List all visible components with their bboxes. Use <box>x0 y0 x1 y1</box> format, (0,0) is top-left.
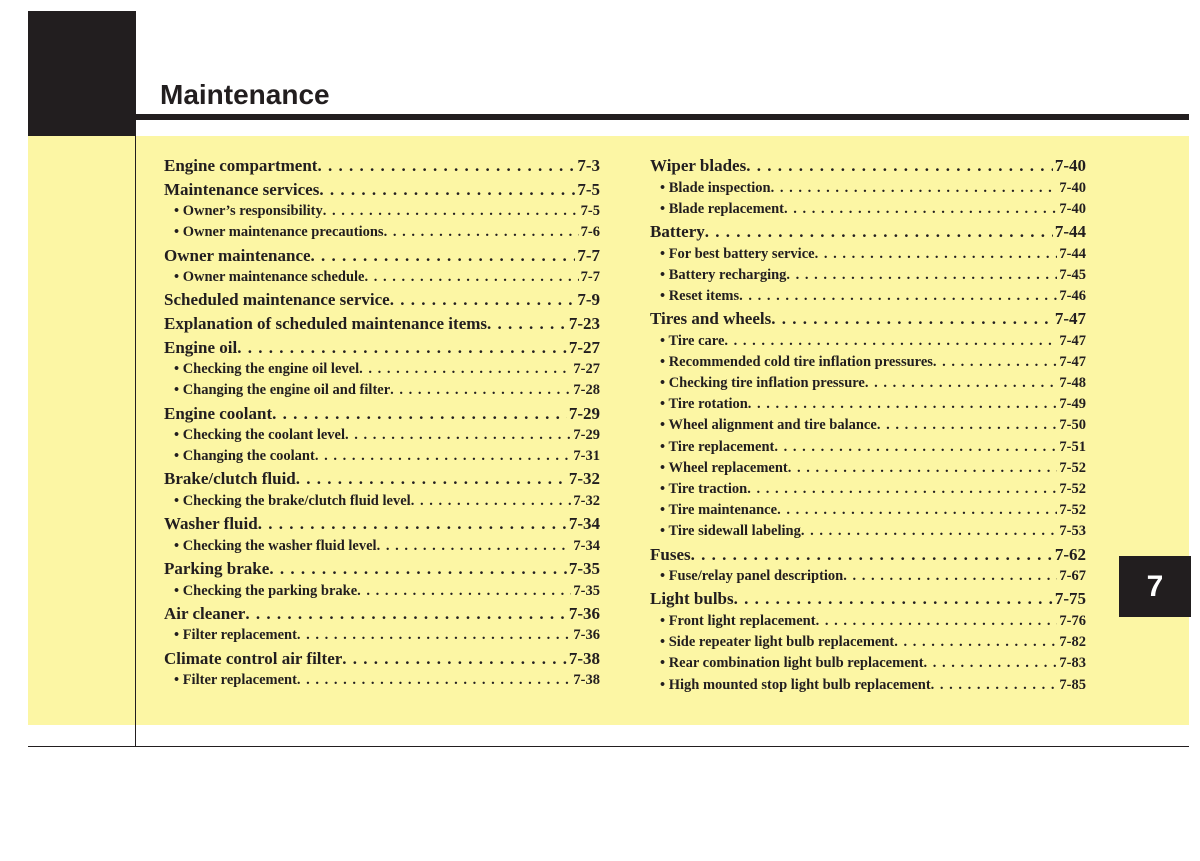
toc-page-number: 7-38 <box>573 672 600 689</box>
toc-page-number: 7-47 <box>1059 332 1086 349</box>
toc-dot-leader <box>931 675 1058 696</box>
margin-line <box>135 136 136 747</box>
toc-section-entry[interactable] <box>164 512 600 536</box>
toc-dot-leader <box>319 178 575 202</box>
toc-entry-label: Washer fluid <box>164 514 258 534</box>
toc-entry-label: • Wheel replacement <box>660 459 788 476</box>
toc-entry-label: • Rear combination light bulb replacement <box>660 655 924 672</box>
toc-dot-leader <box>786 265 1057 286</box>
toc-dot-leader <box>258 512 567 536</box>
toc-page-number: 7-67 <box>1059 568 1086 585</box>
toc-subsection-entry[interactable] <box>650 373 1086 394</box>
toc-entry-label: • Recommended cold tire inflation pressures <box>660 353 933 370</box>
toc-dot-leader <box>816 611 1058 632</box>
toc-page-number: 7-44 <box>1054 221 1086 241</box>
toc-dot-leader <box>345 425 571 446</box>
toc-page-number: 7-49 <box>1059 396 1086 413</box>
bottom-rule <box>28 746 1189 747</box>
toc-entry-label: • Reset items <box>660 287 740 304</box>
toc-section-entry[interactable] <box>164 467 600 491</box>
toc-entry-label: • Tire replacement <box>660 438 775 455</box>
toc-dot-leader <box>245 602 566 626</box>
toc-page-number: 7-83 <box>1059 655 1086 672</box>
toc-page-number: 7-5 <box>577 179 600 199</box>
toc-page-number: 7-35 <box>568 559 600 579</box>
toc-dot-leader <box>315 446 572 467</box>
page-title: Maintenance <box>160 79 330 110</box>
toc-entry-label: • Front light replacement <box>660 612 816 629</box>
toc-subsection-entry[interactable] <box>650 653 1086 674</box>
toc-page-number: 7-3 <box>577 156 600 175</box>
toc-page-number: 7-29 <box>568 403 600 423</box>
toc-page-number: 7-34 <box>573 537 600 554</box>
title-rule <box>136 114 1189 120</box>
toc-page-number: 7-48 <box>1059 375 1086 392</box>
toc-entry-label: • Tire rotation <box>660 396 748 413</box>
toc-dot-leader <box>377 536 572 557</box>
toc-section-entry[interactable] <box>164 647 600 671</box>
toc-page-number: 7-38 <box>568 648 600 668</box>
toc-dot-leader <box>311 244 576 268</box>
toc-entry-label: Scheduled maintenance service <box>164 290 390 310</box>
toc-entry-label: Light bulbs <box>650 589 734 609</box>
toc-dot-leader <box>774 437 1057 458</box>
toc-entry-label: • Changing the engine oil and filter <box>174 382 391 399</box>
toc-page-number: 7-46 <box>1059 287 1086 304</box>
toc-dot-leader <box>747 479 1057 500</box>
toc-subsection-entry[interactable] <box>650 521 1086 542</box>
toc-page-number: 7-23 <box>568 313 600 333</box>
toc-entry-label: • Fuse/relay panel description <box>660 568 844 585</box>
toc-section-entry[interactable] <box>164 557 600 581</box>
toc-subsection-entry[interactable] <box>164 222 600 243</box>
toc-dot-leader <box>815 244 1058 265</box>
toc-subsection-entry[interactable] <box>650 244 1086 265</box>
toc-subsection-entry[interactable] <box>650 199 1086 220</box>
toc-dot-leader <box>705 220 1053 244</box>
toc-page-number: 7-52 <box>1059 481 1086 498</box>
toc-page-number: 7-76 <box>1059 612 1086 629</box>
toc-entry-label: • Filter replacement <box>174 627 297 644</box>
toc-page-number: 7-31 <box>573 448 600 465</box>
toc-subsection-entry[interactable] <box>650 611 1086 632</box>
toc-page-number: 7-62 <box>1054 544 1086 564</box>
toc-page-number: 7-29 <box>573 427 600 444</box>
toc-page-number: 7-9 <box>577 290 600 310</box>
toc-entry-label: • Checking the parking brake <box>174 582 358 599</box>
toc-entry-label: Climate control air filter <box>164 648 343 668</box>
toc-entry-label: Battery <box>650 221 705 241</box>
toc-subsection-entry[interactable] <box>164 581 600 602</box>
toc-dot-leader <box>390 288 576 312</box>
toc-subsection-entry[interactable] <box>650 352 1086 373</box>
toc-entry-label: Tires and wheels <box>650 309 772 329</box>
toc-page-number: 7-47 <box>1059 353 1086 370</box>
toc-page-number: 7-7 <box>577 245 600 265</box>
toc-dot-leader <box>323 201 579 222</box>
toc-entry-label: Engine coolant <box>164 403 273 423</box>
toc-right-column <box>650 154 1086 696</box>
toc-subsection-entry[interactable] <box>650 415 1086 436</box>
toc-entry-label: • Blade inspection <box>660 179 771 196</box>
toc-subsection-entry[interactable] <box>164 425 600 446</box>
toc-dot-leader <box>788 458 1058 479</box>
toc-entry-label: Engine compartment <box>164 156 318 175</box>
toc-section-entry[interactable] <box>650 307 1086 331</box>
toc-entry-label: Wiper blades <box>650 156 747 175</box>
chapter-header-block <box>28 11 136 136</box>
toc-subsection-entry[interactable] <box>164 625 600 646</box>
toc-section-entry[interactable] <box>164 336 600 360</box>
toc-dot-leader <box>746 154 1053 178</box>
toc-entry-label: • Changing the coolant <box>174 448 315 465</box>
toc-section-entry[interactable] <box>650 587 1086 611</box>
toc-subsection-entry[interactable] <box>164 536 600 557</box>
toc-dot-leader <box>269 557 567 581</box>
toc-dot-leader <box>317 154 575 178</box>
toc-page-number: 7-34 <box>568 514 600 534</box>
toc-subsection-entry[interactable] <box>650 331 1086 352</box>
toc-section-entry[interactable] <box>164 402 600 426</box>
toc-entry-label: • Tire sidewall labeling <box>660 523 801 540</box>
toc-entry-label: • High mounted stop light bulb replacement <box>660 676 931 693</box>
toc-subsection-entry[interactable] <box>650 458 1086 479</box>
toc-section-entry[interactable] <box>164 602 600 626</box>
toc-page-number: 7-51 <box>1059 438 1086 455</box>
toc-subsection-entry[interactable] <box>650 479 1086 500</box>
toc-section-entry[interactable] <box>650 220 1086 244</box>
toc-entry-label: Maintenance services <box>164 179 320 199</box>
toc-dot-leader <box>771 307 1053 331</box>
toc-dot-leader <box>359 359 571 380</box>
toc-dot-leader <box>272 402 567 426</box>
toc-dot-leader <box>771 178 1058 199</box>
toc-page-number: 7-47 <box>1054 309 1086 329</box>
toc-dot-leader <box>777 500 1057 521</box>
toc-page-number: 7-35 <box>573 582 600 599</box>
toc-dot-leader <box>877 415 1058 436</box>
toc-dot-leader <box>342 647 567 671</box>
toc-dot-leader <box>924 653 1058 674</box>
toc-page-number: 7-75 <box>1054 589 1086 609</box>
toc-section-entry[interactable] <box>164 244 600 268</box>
toc-entry-label: • Owner maintenance schedule <box>174 269 365 286</box>
toc-dot-leader <box>865 373 1058 394</box>
toc-subsection-entry[interactable] <box>650 500 1086 521</box>
toc-subsection-entry[interactable] <box>164 670 600 691</box>
toc-entry-label: • Battery recharging <box>660 266 787 283</box>
toc-entry-label: • Side repeater light bulb replacement <box>660 634 895 651</box>
toc-entry-label: Explanation of scheduled maintenance items <box>164 313 488 333</box>
toc-dot-leader <box>487 312 567 336</box>
toc-dot-leader <box>748 394 1058 415</box>
toc-page-number: 7-36 <box>573 627 600 644</box>
toc-page-number: 7-32 <box>573 493 600 510</box>
toc-section-entry[interactable] <box>164 154 600 178</box>
toc-subsection-entry[interactable] <box>164 380 600 401</box>
toc-subsection-entry[interactable] <box>164 491 600 512</box>
toc-subsection-entry[interactable] <box>650 566 1086 587</box>
toc-entry-label: Fuses <box>650 544 691 564</box>
toc-page-number: 7-40 <box>1054 156 1086 175</box>
toc-dot-leader <box>357 581 571 602</box>
toc-entry-label: • For best battery service <box>660 245 815 262</box>
toc-subsection-entry[interactable] <box>650 178 1086 199</box>
toc-dot-leader <box>297 670 571 691</box>
toc-dot-leader <box>894 632 1057 653</box>
chapter-tab[interactable]: 7 <box>1119 556 1191 617</box>
toc-page-number: 7-36 <box>568 603 600 623</box>
toc-dot-leader <box>411 491 572 512</box>
toc-dot-leader <box>734 587 1053 611</box>
toc-dot-leader <box>364 267 578 288</box>
toc-page-number: 7-52 <box>1059 502 1086 519</box>
toc-page-number: 7-28 <box>573 382 600 399</box>
toc-dot-leader <box>296 467 567 491</box>
toc-section-entry[interactable] <box>164 178 600 202</box>
toc-section-entry[interactable] <box>650 543 1086 567</box>
toc-entry-label: • Tire maintenance <box>660 502 778 519</box>
toc-page-number: 7-44 <box>1059 245 1086 262</box>
toc-entry-label: • Checking the engine oil level <box>174 361 360 378</box>
toc-entry-label: • Owner maintenance precautions <box>174 224 384 241</box>
toc-dot-leader <box>739 286 1057 307</box>
toc-page-number: 7-50 <box>1059 417 1086 434</box>
toc-dot-leader <box>390 380 571 401</box>
toc-subsection-entry[interactable] <box>164 267 600 288</box>
toc-subsection-entry[interactable] <box>650 265 1086 286</box>
toc-dot-leader <box>843 566 1057 587</box>
toc-section-entry[interactable] <box>164 288 600 312</box>
toc-page-number: 7-40 <box>1059 179 1086 196</box>
toc-page-number: 7-53 <box>1059 523 1086 540</box>
toc-entry-label: Engine oil <box>164 337 238 357</box>
toc-section-entry[interactable] <box>650 154 1086 178</box>
toc-entry-label: • Tire care <box>660 332 725 349</box>
toc-page-number: 7-7 <box>580 269 600 286</box>
toc-page-number: 7-82 <box>1059 634 1086 651</box>
toc-page-number: 7-6 <box>580 224 600 241</box>
toc-left-column <box>164 154 600 691</box>
toc-entry-label: • Checking tire inflation pressure <box>660 375 865 392</box>
toc-entry-label: • Filter replacement <box>174 672 297 689</box>
toc-section-entry[interactable] <box>164 312 600 336</box>
toc-entry-label: • Tire traction <box>660 481 748 498</box>
toc-page-number: 7-52 <box>1059 459 1086 476</box>
toc-dot-leader <box>933 352 1057 373</box>
toc-entry-label: Air cleaner <box>164 603 246 623</box>
toc-subsection-entry[interactable] <box>650 632 1086 653</box>
toc-dot-leader <box>297 625 571 646</box>
toc-subsection-entry[interactable] <box>650 394 1086 415</box>
toc-subsection-entry[interactable] <box>164 359 600 380</box>
toc-page-number: 7-85 <box>1059 676 1086 693</box>
toc-page-number: 7-40 <box>1059 200 1086 217</box>
toc-entry-label: Brake/clutch fluid <box>164 469 296 489</box>
toc-dot-leader <box>237 336 567 360</box>
toc-entry-label: • Owner’s responsibility <box>174 203 323 220</box>
toc-entry-label: Parking brake <box>164 559 270 579</box>
toc-dot-leader <box>801 521 1058 542</box>
toc-page-number: 7-27 <box>568 337 600 357</box>
toc-entry-label: • Checking the washer fluid level <box>174 537 377 554</box>
toc-dot-leader <box>384 222 579 243</box>
toc-entry-label: Owner maintenance <box>164 245 311 265</box>
toc-entry-label: • Checking the coolant level <box>174 427 346 444</box>
toc-entry-label: • Blade replacement <box>660 200 785 217</box>
toc-dot-leader <box>724 331 1057 352</box>
toc-subsection-entry[interactable] <box>164 446 600 467</box>
toc-page-number: 7-27 <box>573 361 600 378</box>
toc-entry-label: • Checking the brake/clutch fluid level <box>174 493 411 510</box>
toc-subsection-entry[interactable] <box>164 201 600 222</box>
toc-dot-leader <box>784 199 1057 220</box>
toc-page-number: 7-5 <box>580 203 600 220</box>
toc-page-number: 7-32 <box>568 469 600 489</box>
toc-dot-leader <box>691 543 1053 567</box>
toc-subsection-entry[interactable] <box>650 286 1086 307</box>
toc-subsection-entry[interactable] <box>650 675 1086 696</box>
toc-entry-label: • Wheel alignment and tire balance <box>660 417 877 434</box>
toc-subsection-entry[interactable] <box>650 437 1086 458</box>
toc-page-number: 7-45 <box>1059 266 1086 283</box>
